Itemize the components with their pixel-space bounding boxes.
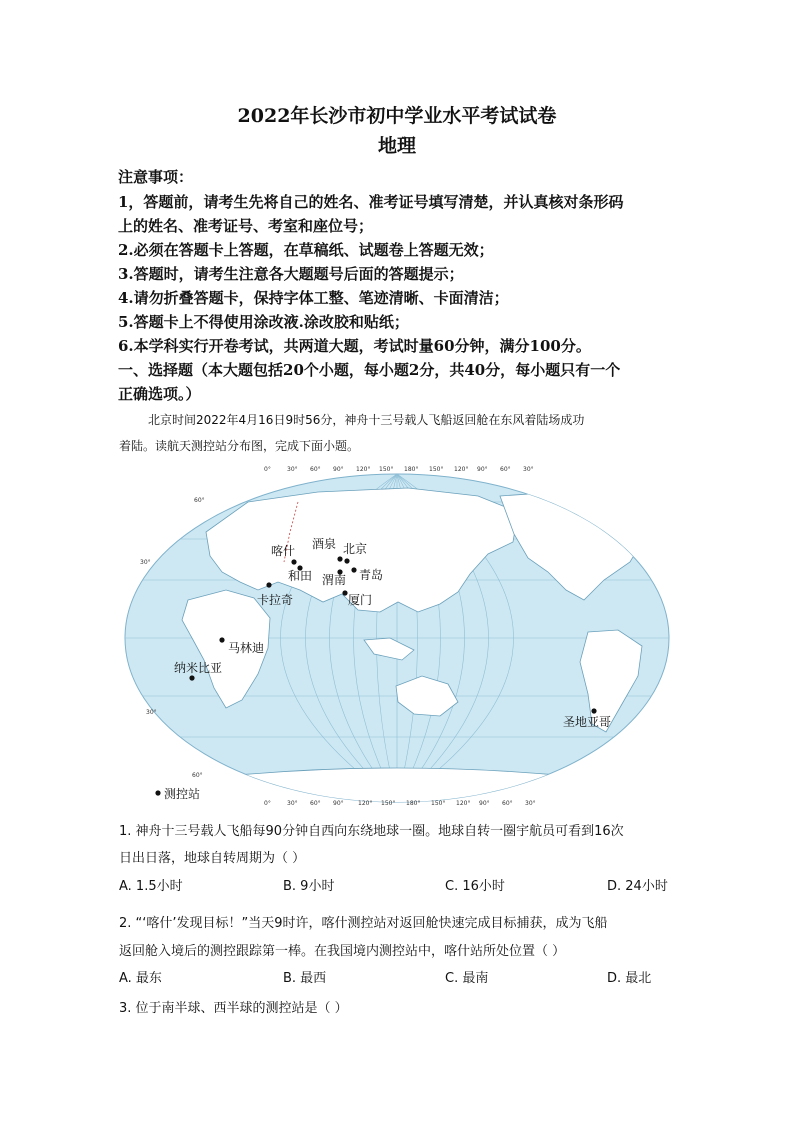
notice-heading: 注意事项： [118, 168, 194, 186]
degree-label: 30° [287, 800, 298, 807]
notice-line: 2.必须在答题卡上答题，在草稿纸、试题卷上答题无效； [118, 241, 494, 259]
degree-label: 90° [333, 466, 344, 473]
section-heading-cont: 正确选项。） [118, 385, 201, 403]
station-dot [351, 567, 356, 572]
degree-label: 90° [479, 800, 490, 807]
degree-label: 120° [454, 466, 469, 473]
station-santiago: 圣地亚哥 [563, 715, 612, 729]
q1-text: 1. 神舟十三号载人飞船每90分钟自西向东绕地球一圈。地球自转一圈宇航员可看到16次 [119, 824, 624, 839]
q1-option-b[interactable]: B. 9小时 [283, 879, 335, 894]
station-namibia: 纳米比亚 [174, 661, 223, 675]
degree-label: 180° [406, 800, 421, 807]
degree-label: 60° [502, 800, 513, 807]
exam-title: 2022年长沙市初中学业水平考试试卷 [237, 105, 557, 127]
station-weinan: 渭南 [322, 573, 347, 587]
station-hetian: 和田 [288, 569, 313, 583]
q2-option-c[interactable]: C. 最南 [445, 971, 489, 986]
q1-option-c[interactable]: C. 16小时 [445, 879, 505, 894]
lat-label: 30° [146, 709, 157, 716]
degree-label: 150° [431, 800, 446, 807]
degree-label: 120° [358, 800, 373, 807]
lat-label: 30° [140, 559, 151, 566]
degree-label: 60° [310, 800, 321, 807]
station-dot [344, 558, 349, 563]
world-map [118, 462, 678, 808]
q2-option-b[interactable]: B. 最西 [283, 971, 327, 986]
notice-line: 1，答题前，请考生先将自己的姓名、准考证号填写清楚，并认真核对条形码 [118, 193, 624, 211]
intro-line: 着陆。读航天测控站分布图，完成下面小题。 [119, 439, 360, 453]
notice-line: 3.答题时，请考生注意各大题题号后面的答题提示； [118, 265, 464, 283]
q2-option-a[interactable]: A. 最东 [119, 971, 162, 986]
station-dot [266, 582, 271, 587]
degree-label: 180° [404, 466, 419, 473]
intro-line: 北京时间2022年4月16日9时56分，神舟十三号载人飞船返回舱在东风着陆场成功 [148, 413, 585, 427]
top-degree-labels [264, 466, 534, 473]
degree-label: 60° [310, 466, 321, 473]
map-legend [155, 786, 200, 801]
degree-label: 30° [525, 800, 536, 807]
notice-line: 5.答题卡上不得使用涂改液.涂改胶和贴纸； [118, 313, 409, 331]
station-xiamen: 厦门 [348, 593, 373, 607]
station-dot [591, 708, 596, 713]
q2-option-d[interactable]: D. 最北 [607, 971, 652, 986]
station-dot [337, 556, 342, 561]
degree-label: 150° [379, 466, 394, 473]
station-malindi: 马林迪 [228, 641, 265, 655]
q3-text: 3. 位于南半球、西半球的测控站是（ ） [119, 1001, 348, 1016]
notice-line: 4.请勿折叠答题卡，保持字体工整、笔迹清晰、卡面清洁； [118, 289, 509, 307]
lat-label: 60° [194, 497, 205, 504]
q2-text: 返回舱入境后的测控跟踪第一棒。在我国境内测控站中，喀什站所处位置（ ） [119, 944, 566, 959]
q1-option-a[interactable]: A. 1.5小时 [119, 879, 183, 894]
station-dot [189, 675, 194, 680]
q1-option-d[interactable]: D. 24小时 [607, 879, 668, 894]
legend-dot [155, 790, 160, 795]
degree-label: 90° [333, 800, 344, 807]
q1-text: 日出日落，地球自转周期为（ ） [119, 851, 306, 866]
degree-label: 90° [477, 466, 488, 473]
station-kashi: 喀什 [271, 544, 296, 558]
degree-label: 30° [287, 466, 298, 473]
station-karachi: 卡拉奇 [257, 593, 294, 607]
station-beijing: 北京 [343, 542, 368, 556]
degree-label: 0° [264, 800, 271, 807]
q2-text: 2. “‘喀什’发现目标！”当天9时许，喀什测控站对返回舱快速完成目标捕获，成为飞船 [119, 916, 608, 931]
station-dot [291, 559, 296, 564]
notice-line: 上的姓名、准考证号、考室和座位号； [118, 217, 374, 235]
lat-label: 60° [192, 772, 203, 779]
station-jiuquan: 酒泉 [312, 537, 337, 551]
station-dot [219, 637, 224, 642]
exam-subject: 地理 [377, 135, 416, 157]
degree-label: 0° [264, 466, 271, 473]
degree-label: 150° [381, 800, 396, 807]
station-qingdao: 青岛 [359, 568, 384, 582]
degree-label: 120° [456, 800, 471, 807]
section-heading: 一、选择题（本大题包括20个小题，每小题2分，共40分，每小题只有一个 [118, 361, 621, 379]
notice-line: 6.本学科实行开卷考试，共两道大题，考试时量60分钟，满分100分。 [118, 337, 591, 355]
legend-label: 测控站 [164, 787, 201, 801]
degree-label: 120° [356, 466, 371, 473]
degree-label: 30° [523, 466, 534, 473]
degree-label: 60° [500, 466, 511, 473]
station-dot [342, 590, 347, 595]
degree-label: 150° [429, 466, 444, 473]
